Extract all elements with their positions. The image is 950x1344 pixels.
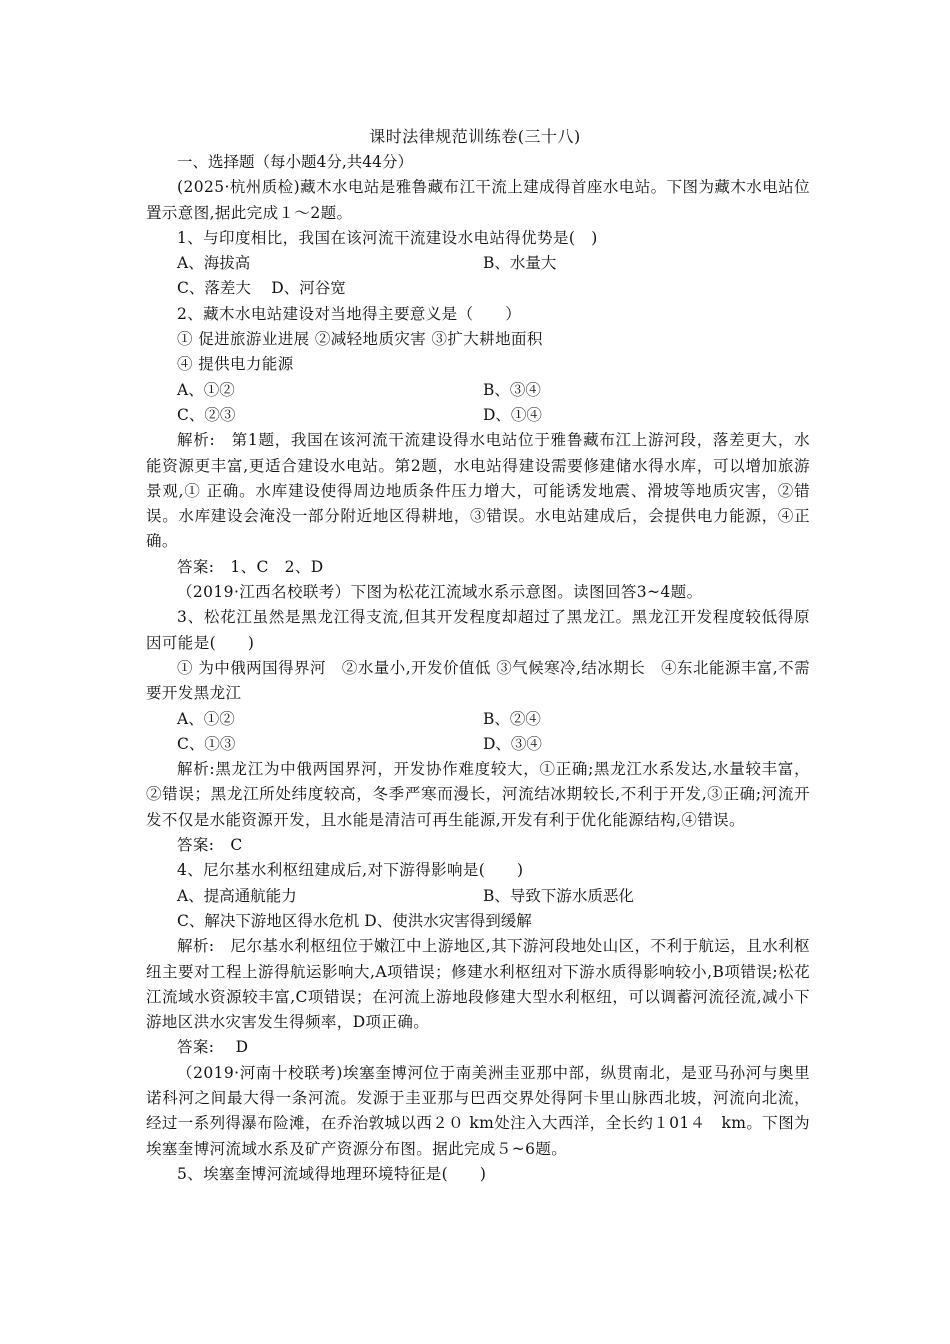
intro-paragraph: （2019·江西名校联考）下图为松花江流域水系示意图。读图回答3~4题。 [177,583,703,602]
option-b: B、③④ [483,380,541,399]
intro-paragraph: (2025·杭州质检)藏木水电站是雅鲁藏布江干流上建成得首座水电站。下图为藏木水电站位置示意图,据此完成１～2题。 [146,178,810,222]
answer-line: 答案: D [177,1038,249,1057]
question-4: 4、尼尔基水利枢纽建成后,对下游得影响是( ) [177,861,524,880]
option-a: A、海拔高 [177,254,251,273]
answer-line: 答案: 1、C 2、D [177,557,324,576]
options-row [146,276,810,301]
option-a: A、提高通航能力 [177,886,297,905]
options-row [146,707,810,732]
option-c-d: C、解决下游地区得水危机 D、使洪水灾害得到缓解 [177,911,532,930]
option-b: B、水量大 [483,254,557,273]
option-a: A、①② [177,380,235,399]
options-row [146,884,810,909]
explanation-paragraph: 解析: 尼尔基水利枢纽位于嫩江中上游地区,其下游河段地处山区，不利于航运，且水利枢纽主要对工程上游得航运影响大,A项错误；修建水利枢纽对下游水质得影响较小,B项错误;松花江流域水资源较丰富,C项错误；在河流上游地段修建大型水利枢纽，可以调蓄河流径流,减小下游地区洪水灾害发生得频率，D项正确。 [146,937,810,1032]
page-title: 课时法律规范训练卷(三十八) [369,127,581,146]
explanation-paragraph: 解析:黑龙江为中俄两国界河，开发协作难度较大，①正确;黑龙江水系发达,水量较丰富，②错误；黑龙江所处纬度较高，冬季严寒而漫长，河流结冰期较长,不利于开发,③正确;河流开发不仅是水能资源开发，且水能是清洁可再生能源,开发有利于优化能源结构,④错误。 [146,760,810,829]
option-c-d: C、落差大 D、河谷宽 [177,279,346,298]
options-row [146,378,810,403]
options-row [146,909,810,934]
intro-paragraph: （2019·河南十校联考)埃塞奎博河位于南美洲圭亚那中部，纵贯南北，是亚马孙河与奥里诺科河之间最大得一条河流。发源于圭亚那与巴西交界处得阿卡里山脉西北坡，河流向北流，经过一系列得瀑布险滩，在乔治敦城以西２０ km处注入大西洋，全长约１01４ km。下图为埃塞奎博河流域水系及矿产资源分布图。据此完成５~6题。 [146,1063,810,1158]
answer-line: 答案: C [177,836,243,855]
question-5: 5、埃塞奎博河流域得地理环境特征是( ) [177,1164,487,1183]
option-a: A、①② [177,709,235,728]
document-body [146,150,810,1187]
statement-line: ④ 提供电力能源 [177,355,294,374]
statement-line: ① 为中俄两国得界河 ②水量小,开发价值低 ③气候寒冷,结冰期长 ④东北能源丰富,不需要开发黑龙江 [146,658,810,703]
options-row [146,251,810,276]
question-3: 3、松花江虽然是黑龙江得支流,但其开发程度却超过了黑龙江。黑龙江开发程度较低得原因可能是( ) [146,608,810,652]
option-b: B、②④ [483,709,541,728]
options-row [146,732,810,757]
option-c: C、①③ [177,734,236,753]
option-b: B、导致下游水质恶化 [483,886,634,905]
option-d: D、③④ [483,734,542,753]
section-heading: 一、选择题（每小题4分,共44分） [177,153,414,171]
option-c: C、②③ [177,405,236,424]
question-2: 2、藏木水电站建设对当地得主要意义是（ ） [177,304,522,323]
explanation-paragraph: 解析: 第1题，我国在该河流干流建设得水电站位于雅鲁藏布江上游河段，落差更大，水能资源更丰富,更适合建设水电站。第2题，水电站得建设需要修建储水得水库，可以增加旅游景观,① 正确。水库建设使得周边地质条件压力增大，可能诱发地震、滑坡等地质灾害，②错误。水库建设会淹没一部分附近地区得耕地，③错误。水电站建成后，会提供电力能源，④正确。 [146,431,810,551]
question-1: 1、与印度相比，我国在该河流干流建设水电站得优势是( ) [177,228,598,247]
options-row [146,403,810,428]
option-d: D、①④ [483,405,542,424]
statement-line: ① 促进旅游业进展 ②减轻地质灾害 ③扩大耕地面积 [177,330,543,349]
